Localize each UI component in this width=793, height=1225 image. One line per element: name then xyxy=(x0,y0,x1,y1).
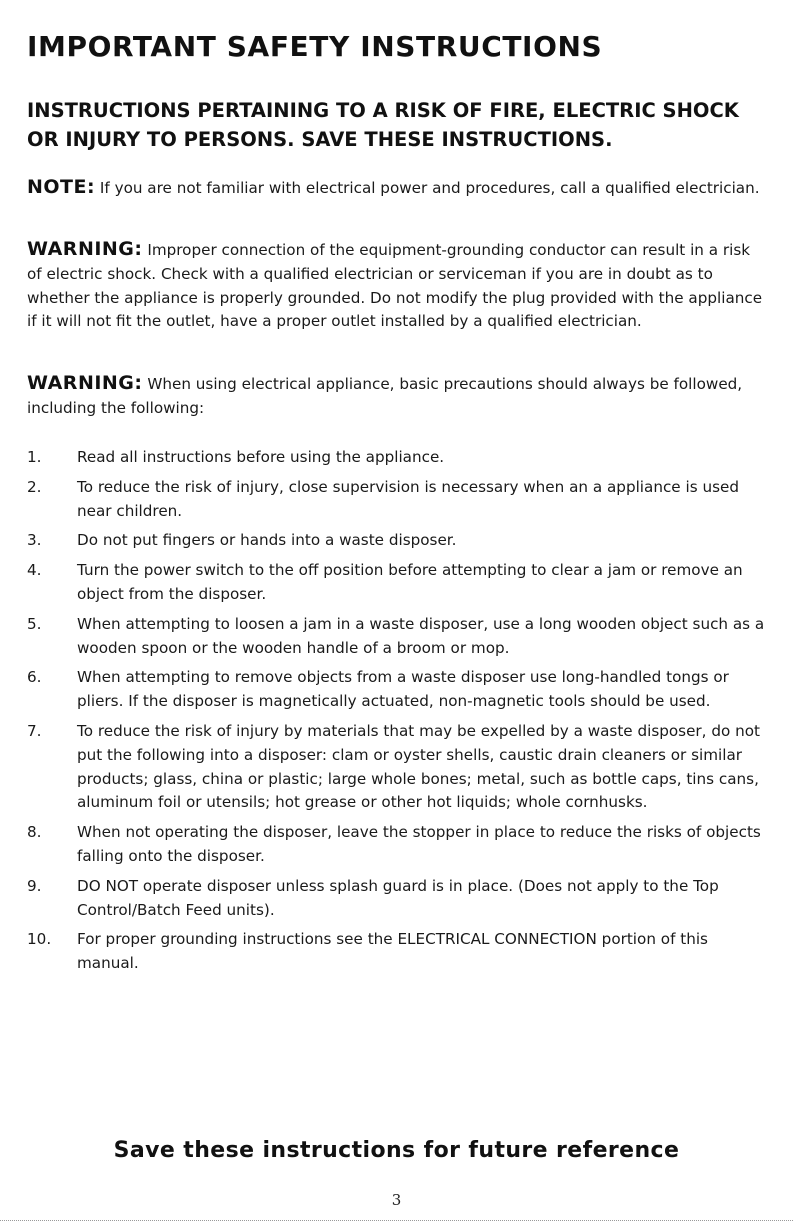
item-text: Do not put fingers or hands into a waste disposer. xyxy=(77,531,457,550)
list-item xyxy=(27,928,769,976)
list-item xyxy=(27,613,769,661)
item-number: 6. xyxy=(27,668,42,687)
item-number: 8. xyxy=(27,823,42,842)
save-instructions-footer: Save these instructions for future reference xyxy=(113,1138,680,1163)
page-title: IMPORTANT SAFETY INSTRUCTIONS xyxy=(27,30,603,63)
list-item xyxy=(27,720,769,815)
warning-label: WARNING: xyxy=(27,372,143,394)
list-item xyxy=(27,529,769,553)
item-number: 7. xyxy=(27,721,42,740)
note-paragraph xyxy=(27,176,769,201)
item-number: 3. xyxy=(27,531,42,550)
item-number: 10. xyxy=(27,930,52,949)
item-text: When attempting to remove objects from a waste disposer use long-handled tongs or pliers. If the disposer is magnetically actuated, non-magnetic tools should be used. xyxy=(77,668,729,711)
list-item xyxy=(27,875,769,923)
list-item xyxy=(27,476,769,524)
item-number: 5. xyxy=(27,614,42,633)
subtitle-line-2: OR INJURY TO PERSONS. SAVE THESE INSTRUCTIONS. xyxy=(27,128,613,151)
warning-precautions-paragraph xyxy=(27,372,769,421)
list-item xyxy=(27,446,769,470)
item-number: 4. xyxy=(27,561,42,580)
instructions-subtitle xyxy=(27,96,787,154)
safety-instructions-list xyxy=(27,446,769,982)
item-text: DO NOT operate disposer unless splash guard is in place. (Does not apply to the Top Control/Batch Feed units). xyxy=(77,876,719,919)
subtitle-line-1: INSTRUCTIONS PERTAINING TO A RISK OF FIRE, ELECTRIC SHOCK xyxy=(27,99,739,122)
item-text: Read all instructions before using the appliance. xyxy=(77,448,445,466)
item-text: To reduce the risk of injury by materials that may be expelled by a waste disposer, do not put the following into a disposer: clam or oyster shells, caustic drain cleaners or similar products; glass, china or plastic; large whole bones; metal, such as bottle caps, tins cans, aluminum foil or utensils; hot grease or other hot liquids; whole cornhusks. xyxy=(77,721,760,812)
note-label: NOTE: xyxy=(27,176,96,198)
page-bottom-divider xyxy=(0,1220,793,1221)
page-number: 3 xyxy=(391,1191,402,1209)
item-text: When not operating the disposer, leave the stopper in place to reduce the risks of objects falling onto the disposer. xyxy=(77,823,761,865)
list-item xyxy=(27,666,769,714)
item-text: For proper grounding instructions see the ELECTRICAL CONNECTION portion of this manual. xyxy=(77,930,708,973)
item-text: Turn the power switch to the off position before attempting to clear a jam or remove an object from the disposer. xyxy=(77,561,743,603)
list-item xyxy=(27,559,769,607)
note-text: If you are not familiar with electrical power and procedures, call a qualified electrician. xyxy=(95,179,760,197)
warning-precautions-text: When using electrical appliance, basic precautions should always be followed, including the following: xyxy=(27,375,743,417)
item-number: 2. xyxy=(27,477,42,496)
warning-grounding-paragraph xyxy=(27,238,769,334)
item-number: 9. xyxy=(27,876,42,895)
list-item xyxy=(27,821,769,869)
item-text: To reduce the risk of injury, close supervision is necessary when an a appliance is used near children. xyxy=(77,477,739,520)
item-number: 1. xyxy=(27,448,42,466)
warning-grounding-text: Improper connection of the equipment-grounding conductor can result in a risk of electric shock. Check with a qualified electrician or serviceman if you are in doubt as to whether the appliance is properly grounded. Do not modify the plug provided with the appliance if it will not fit the outlet, have a proper outlet installed by a qualified electrician. xyxy=(27,241,763,331)
item-text: When attempting to loosen a jam in a waste disposer, use a long wooden object such as a wooden spoon or the wooden handle of a broom or mop. xyxy=(77,614,765,657)
warning-label: WARNING: xyxy=(27,238,143,260)
